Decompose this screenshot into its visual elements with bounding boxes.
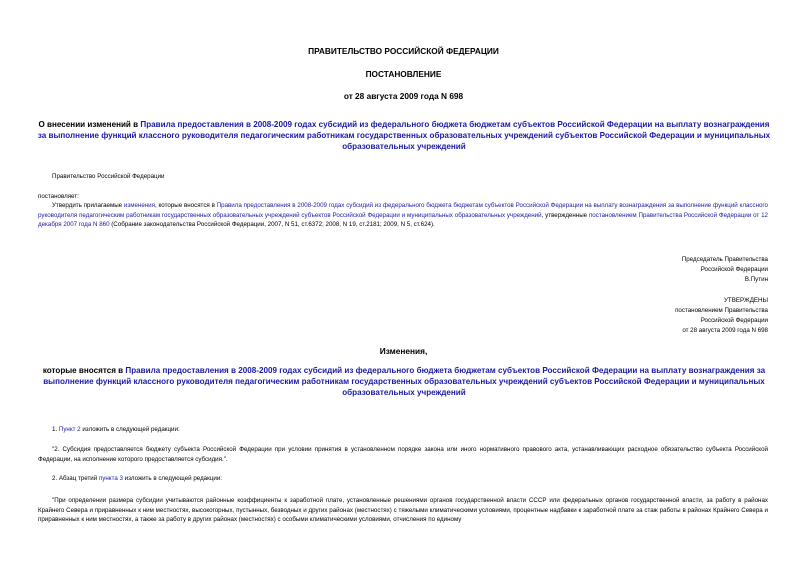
intro-paragraph: Утвердить прилагаемые изменения, которые вносятся в Правила предоставления в 2008-2009 годах субсидий из федерального бюджета бюджетам субъектов Российской Федерации на выплату вознаграждения за выполнение функций классного руководителя педагогическим работникам государственных образовательных учреждений субъектов Российской Федерации и муниципальных образовательных учреждений, утвержденные постановлением Правительства Российской Федерации от 12 декабря 2007 года N 860 (Собрание законодательства Российской Федерации, 2007, N 51, ст.6372; 2008, N 19, ст.2181; 2009, N 5, ст.624). [38,202,768,229]
decides-line: постановляет: [38,193,79,200]
government-name: ПРАВИТЕЛЬСТВО РОССИЙСКОЙ ФЕДЕРАЦИИ [308,46,499,56]
title-prefix: О внесении изменений в [38,120,141,129]
document-type: ПОСТАНОВЛЕНИЕ [365,69,442,79]
approved-title: УТВЕРЖДЕНЫ [724,297,768,304]
point-2-link[interactable]: Пункт 2 [58,426,81,433]
document-date: от 28 августа 2009 года N 698 [343,91,464,101]
government-line: Правительство Российской Федерации [52,173,165,180]
title-rules-link[interactable]: Правила предоставления в 2008-2009 годах субсидий из федерального бюджета бюджетам субъектов Российской Федерации на выплату вознаграждения за выполнение функций классного руководителя педагогическим работникам государственных образовательных учреждений субъектов Российской Федерации и муниципальных образовательных учреждений [37,120,771,151]
item-2: 2. Абзац третий пункта 3 изложить в следующей редакции: [52,475,222,482]
quote-1: "2. Субсидия предоставляется бюджету субъекта Российской Федерации при условии принятия в установленном порядке закона или иного нормативного правового акта, устанавливающих расходное обязательство субъекта Российской Федерации, на исполнение которого предоставляется субсидия.". [38,446,768,463]
item-1: 1. Пункт 2 изложить в следующей редакции: [52,426,180,433]
document-title [34,119,774,152]
changes-link[interactable]: изменения [123,202,155,209]
changes-heading: Изменения, [379,346,428,356]
changes-rules-link[interactable]: Правила предоставления в 2008-2009 годах субсидий из федерального бюджета бюджетам субъектов Российской Федерации на выплату вознаграждения за выполнение функций классного руководителя педагогическим работникам государственных образовательных учреждений субъектов Российской Федерации и муниципальных образовательных учреждений [43,366,766,397]
resolution-860-link[interactable]: постановлением Правительства Российской Федерации от 12 декабря 2007 года N 860 [38,211,768,229]
signature-country: Российской Федерации [700,266,768,273]
signature-block [568,255,768,285]
signature-title: Председатель Правительства [681,256,768,263]
quote-2: "При определении размера субсидии учитываются районные коэффициенты к заработной плате, установленные решениями органов государственной власти СССР или федеральных органов государственной власти, за работу в районах Крайнего Севера и приравненных к ним местностях, высокогорных, пустынных, безводных и других районах (местностях) с тяжелыми климатическими условиями, процентные надбавки к заработной плате за стаж работы в районах Крайнего Севера и приравненных к ним местностях, а также за работу в других районах (местностях) с особыми климатическими условиями, отчисления по единому [38,497,768,524]
changes-title: которые вносятся в Правила предоставления в 2008-2009 годах субсидий из федерального бюджета бюджетам субъектов Российской Федерации на выплату вознаграждения за выполнение функций классного руководителя педагогическим работникам государственных образовательных учреждений субъектов Российской Федерации и муниципальных образовательных учреждений [42,366,766,397]
rules-link[interactable]: Правила предоставления в 2008-2009 годах субсидий из федерального бюджета бюджетам субъектов Российской Федерации на выплату вознаграждения за выполнение функций классного руководителя педагогическим работникам государственных образовательных учреждений субъектов Российской Федерации и муниципальных образовательных учреждений [38,202,768,219]
signature-name: В.Путин [744,276,768,283]
point-3-link[interactable]: пункта 3 [98,475,123,482]
approved-block: УТВЕРЖДЕНЫ постановлением Правительства Российской Федерации от 28 августа 2009 года N 698 [568,296,768,336]
